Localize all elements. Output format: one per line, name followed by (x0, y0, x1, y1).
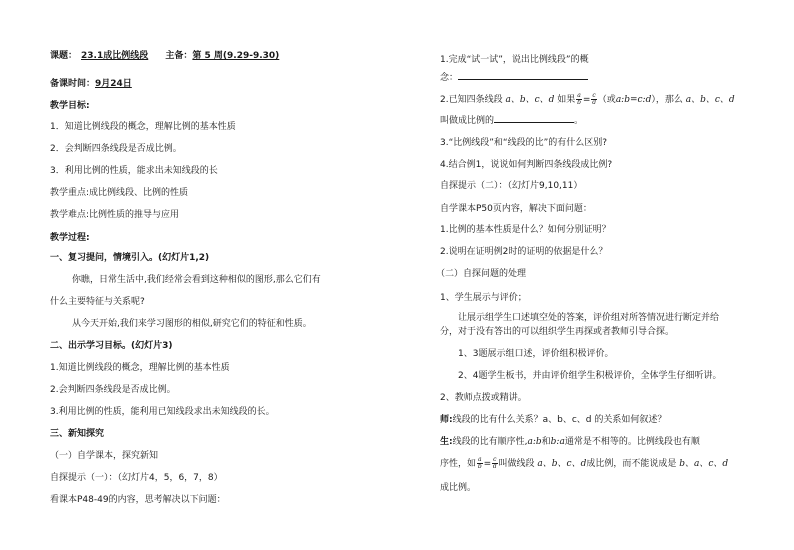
student-text: 线段的比有顺序性, (452, 437, 528, 447)
equals-sign: = (582, 95, 591, 105)
goal-item: 3．利用比例的性质，能求出未知线段的长 (50, 166, 218, 176)
question-r2: 2.说明在证明例2时的证明的依据是什么？ (440, 247, 608, 257)
section-3-subtitle: （一）自学课本，探究新知 (50, 451, 159, 461)
q2-vars: a、b、c、d (505, 95, 555, 105)
frac-den: b (577, 99, 581, 106)
q2-then: ），那么 (651, 95, 683, 105)
frac-den: b (477, 463, 482, 470)
key-points: 教学重点:成比例线段、比例的性质 (50, 188, 189, 198)
objective-item: 1.知道比例线段的概念，理解比例的基本性质 (50, 363, 230, 373)
explore-hint-2: 自探提示（二）：（幻灯片9,10,11） (440, 181, 583, 191)
objective-item: 2.会判断四条线段是否成比例。 (50, 385, 176, 395)
goal-item: 2．会判断四条线段是否成比例。 (50, 144, 182, 154)
step-1-sub-2: 2、4题学生板书，并由评价组学生积极评价，全体学生仔细听讲。 (458, 371, 722, 381)
lesson-header (50, 50, 279, 62)
prep-date-label: 备课时间： (50, 79, 96, 89)
ratio-ab: a:b (527, 437, 542, 447)
q2-end: 。 (574, 116, 584, 126)
fraction-a-b (576, 93, 582, 106)
question-1-line-1: 1.完成“试一试”，说出比例线段”的概 (440, 55, 589, 65)
answer-blank[interactable] (494, 113, 574, 123)
question-3: 3.“比例线段”和“线段的比”的有什么区别? (440, 138, 608, 148)
student-vars-b: b、a、c、d (679, 459, 729, 469)
frac-num: c (493, 456, 497, 463)
teacher-text: 线段的比有什么关系？a、b、c、d 的关系如何叙述？ (452, 415, 667, 425)
frac-den: d (592, 99, 597, 106)
student-label: 生: (440, 437, 453, 447)
step-1-paragraph-a: 让展示组学生口述填空处的答案，评价组对所答情况进行断定并给 (458, 313, 720, 323)
student-text: 叫做线段 (498, 459, 535, 469)
question-2-line-2 (440, 113, 583, 127)
frac-num: a (577, 92, 581, 99)
section-1-paragraph-1a: 你瞧，日常生活中,我们经常会看到这种相似的图形,那么它们有 (72, 275, 321, 285)
step-1-sub-1: 1、3题展示组口述，评价组积极评价。 (458, 349, 614, 359)
question-1-label: 念： (440, 73, 459, 83)
part-2-title: （二）自探问题的处理 (436, 269, 527, 279)
topic-value: 23.1成比例线段 (81, 51, 149, 61)
student-line-2 (440, 456, 728, 472)
student-line-1 (440, 436, 700, 448)
difficulty: 教学难点:比例性质的推导与应用 (50, 210, 180, 220)
student-text: 序性，如 (440, 459, 477, 469)
teacher-label: 师: (440, 415, 453, 425)
section-1-paragraph-2: 从今天开始,我们来学习图形的相似,研究它们的特征和性质。 (72, 319, 312, 329)
step-2: 2、教师点拨或精讲。 (440, 393, 527, 403)
q2-text: 2.已知四条线段 (440, 95, 503, 105)
section-1-paragraph-1b: 什么主要特征与关系呢? (50, 297, 145, 307)
explore-hint-1: 自探提示（一）：（幻灯片4，5，6，7，8） (50, 473, 223, 483)
prep-date-value: 9月24日 (95, 79, 132, 89)
topic-label: 课题： (50, 51, 78, 61)
lead-label: 主备： (165, 51, 193, 61)
section-2-title: 二、出示学习目标。(幻灯片3) (50, 341, 173, 351)
q2-if: 如果 (557, 95, 576, 105)
q2-alt: （或 (597, 95, 616, 105)
section-1-title: 一、复习提问，情境引入。(幻灯片1,2) (50, 253, 210, 263)
prep-date (50, 78, 132, 90)
equals-sign: = (483, 459, 492, 469)
student-text: 成比例，而不能说成是 (586, 459, 677, 469)
step-1: 1、学生展示与评价； (440, 293, 527, 303)
process-title: 教学过程: (50, 233, 90, 243)
question-2-line-1 (440, 92, 735, 108)
fraction-c-d (492, 457, 497, 470)
frac-num: a (478, 456, 482, 463)
fraction-a-b (477, 457, 483, 470)
answer-blank[interactable] (458, 70, 588, 80)
and-text: 和 (541, 437, 551, 447)
fraction-c-d (591, 93, 596, 106)
frac-den: d (492, 463, 497, 470)
week-value: 第 5 周(9.29-9.30) (192, 51, 280, 61)
teacher-line (440, 414, 666, 426)
step-1-paragraph-b: 分，对于没有答出的可以组织学生再探或者教师引导合探。 (440, 327, 675, 337)
ratio-ba: b:a (550, 437, 565, 447)
q2-line2: 叫做成比例的 (440, 116, 495, 126)
q2-vars2: a、b、c、d (685, 95, 735, 105)
reading-instruction-2: 自学课本P50页内容，解决下面问题： (440, 204, 592, 214)
question-4: 4.结合例1，说说如何判断四条线段成比例? (440, 160, 613, 170)
question-1-line-2 (440, 70, 588, 84)
goals-title: 教学目标: (50, 101, 90, 111)
student-line-3: 成比例。 (440, 483, 477, 493)
reading-instruction: 看课本P48-49的内容，思考解决以下问题： (50, 495, 226, 505)
section-3-title: 三、新知探究 (50, 429, 105, 439)
objective-item: 3.利用比例的性质，能利用已知线段求出未知线段的长。 (50, 407, 275, 417)
student-text: 通常是不相等的。比例线段也有顺 (564, 437, 700, 447)
question-r1: 1.比例的基本性质是什么？如何分别证明？ (440, 225, 611, 235)
student-vars: a、b、c、d (537, 459, 587, 469)
goal-item: 1．知道比例线段的概念，理解比例的基本性质 (50, 122, 236, 132)
q2-alt-expr: a:b=c:d (615, 95, 652, 105)
frac-num: c (592, 92, 596, 99)
